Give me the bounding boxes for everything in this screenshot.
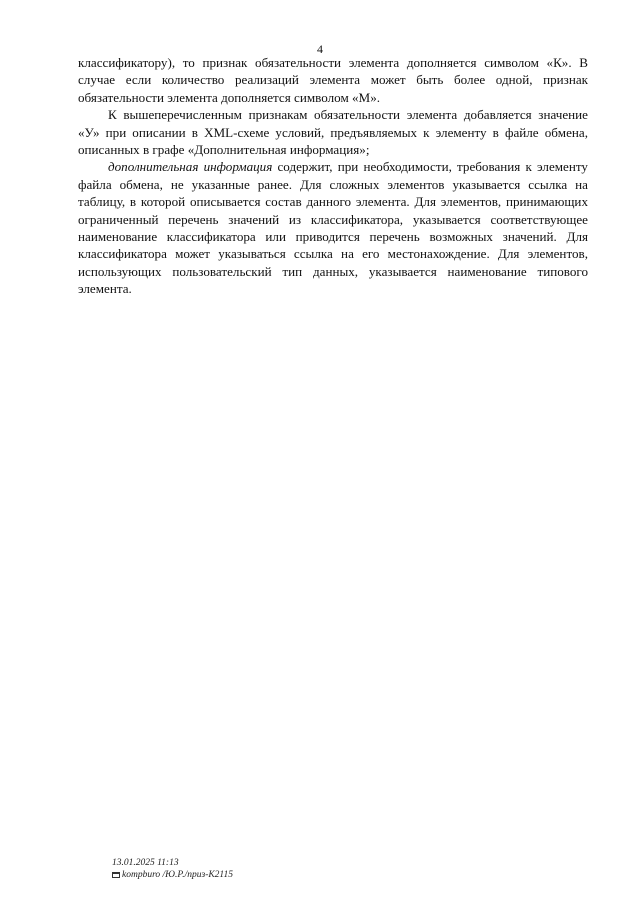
paragraph-additional-info bbox=[78, 158, 588, 297]
printer-icon bbox=[112, 872, 120, 878]
paragraph-continuation: классификатору), то признак обязательности элемента дополняется символом «К». В случае если количество реализаций элемента может быть более одной, признак обязательности элемента дополняется символом «М». bbox=[78, 55, 588, 105]
page-number: 4 bbox=[317, 42, 323, 56]
paragraph-attribute-u: К вышеперечисленным признакам обязательности элемента добавляется значение «У» при описании в XML-схеме условий, предъявляемых к элементу в файле обмена, описанных в графе «Дополнительная информация»; bbox=[78, 107, 588, 158]
term-additional-info: дополнительная информация bbox=[108, 159, 273, 175]
document-body bbox=[78, 54, 588, 298]
footer-stamp bbox=[112, 857, 233, 881]
footer-signature-line bbox=[112, 869, 233, 881]
footer-signature: kompburo /Ю.Р./приз-К2115 bbox=[122, 870, 233, 880]
footer-timestamp: 13.01.2025 11:13 bbox=[112, 858, 179, 868]
paragraph-additional-info-text: содержит, при необходимости, требования к элементу файла обмена, не указанные ранее. Для сложных элементов указывается ссылка на таблицу, в которой описывается состав данного элемента. Для элементов, принимающих ограниченный перечень значений из классификатора, указывается соответствующее наименование классификатора или приводится перечень возможных значений. Для классификатора может указываться ссылка на его местонахождение. Для элементов, использующих пользовательский тип данных, указывается наименование типового элемента. bbox=[78, 159, 588, 297]
